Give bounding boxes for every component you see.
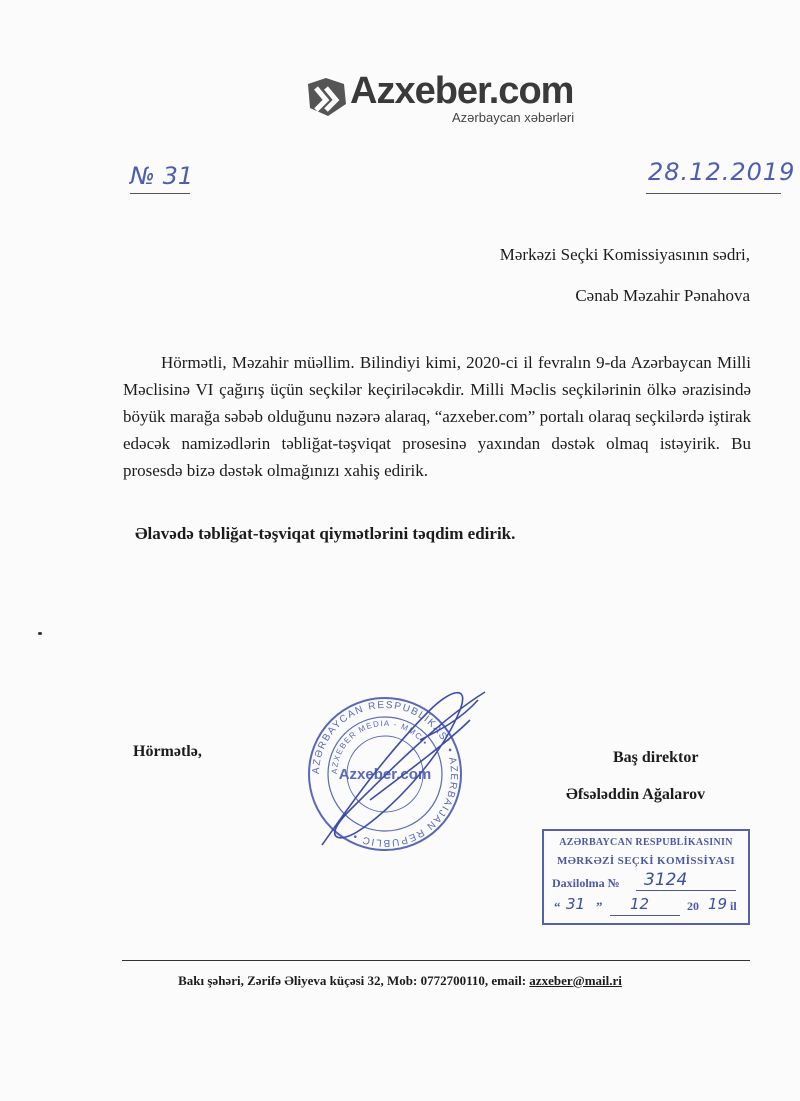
stamp-year-prefix: 20	[687, 899, 699, 913]
stamp-month-underline	[610, 915, 680, 916]
stamp-day: 31	[566, 895, 586, 913]
logo-subtitle: Azərbaycan xəbərləri	[452, 110, 575, 125]
stamp-open-quote: “	[554, 899, 561, 914]
logo-text: Azxeber.com	[350, 70, 574, 112]
registration-stamp	[542, 829, 750, 925]
scan-speck	[38, 632, 42, 635]
letter-body: Hörmətli, Məzahir müəllim. Bilindiyi kimi, 2020-ci il fevralın 9-da Azərbaycan Milli Məclisinə VI çağırış üçün seçkilər keçiriləcəkdir. Milli Məclis seçkilərinin ölkə ərazisində böyük marağa səbəb olduğunu nəzərə alaraq, “azxeber.com” portalı olaraq seçkilərdə iştirak edəcək namizədlərin təbliğat-təşviqat prosesinə yaxından dəstək olmaq istəyirik. Bu prosesdə bizə dəstək olmağınızı xahiş edirik.	[123, 353, 751, 480]
document-number-underline	[130, 193, 190, 194]
seal-center-text: Azxeber.com	[338, 766, 432, 783]
document-date-underline	[646, 193, 781, 194]
stamp-incoming-label: Daxilolma №	[552, 876, 620, 890]
stamp-year-suffix: 19	[708, 895, 728, 913]
footer-contact	[0, 973, 800, 989]
footer-divider	[122, 960, 750, 961]
seal-inner-text: AZXEBER MEDIA - MMC •	[329, 718, 430, 775]
stamp-close-quote: ”	[596, 899, 603, 914]
logo-mark-icon	[304, 74, 350, 120]
recipient-name: Cənab Məzahir Pənahova	[575, 286, 750, 305]
document-number: № 31	[130, 162, 194, 190]
stamp-incoming-number: 3124	[644, 870, 688, 890]
footer-email[interactable]: azxeber@mail.ri	[529, 973, 622, 988]
stamp-month: 12	[630, 895, 650, 913]
recipient-title: Mərkəzi Seçki Komissiyasının sədri,	[499, 245, 750, 264]
signer-name: Əfsələddin Ağalarov	[566, 786, 706, 803]
closing-greeting: Hörmətlə,	[133, 743, 202, 760]
stamp-number-underline	[636, 890, 736, 891]
stamp-year-label: il	[730, 899, 737, 913]
handwritten-signature	[300, 680, 500, 860]
seal-outer-text: AZƏRBAYCAN RESPUBLİKASI • AZERBAIJAN REPUBLIC •	[310, 699, 460, 849]
document-date: 28.12.2019	[648, 158, 796, 186]
stamp-line-2: MƏRKƏZİ SEÇKİ KOMİSSİYASI	[556, 855, 736, 867]
signer-role: Baş direktor	[613, 749, 699, 766]
stamp-line-1: AZƏRBAYCAN RESPUBLİKASININ	[559, 837, 733, 848]
attachment-note: Əlavədə təbliğat-təşviqat qiymətlərini təqdim edirik.	[135, 524, 516, 543]
letterhead-logo	[304, 66, 574, 130]
footer-address: Bakı şəhəri, Zərifə Əliyeva küçəsi 32, Mob: 0772700110, email:	[178, 973, 530, 988]
